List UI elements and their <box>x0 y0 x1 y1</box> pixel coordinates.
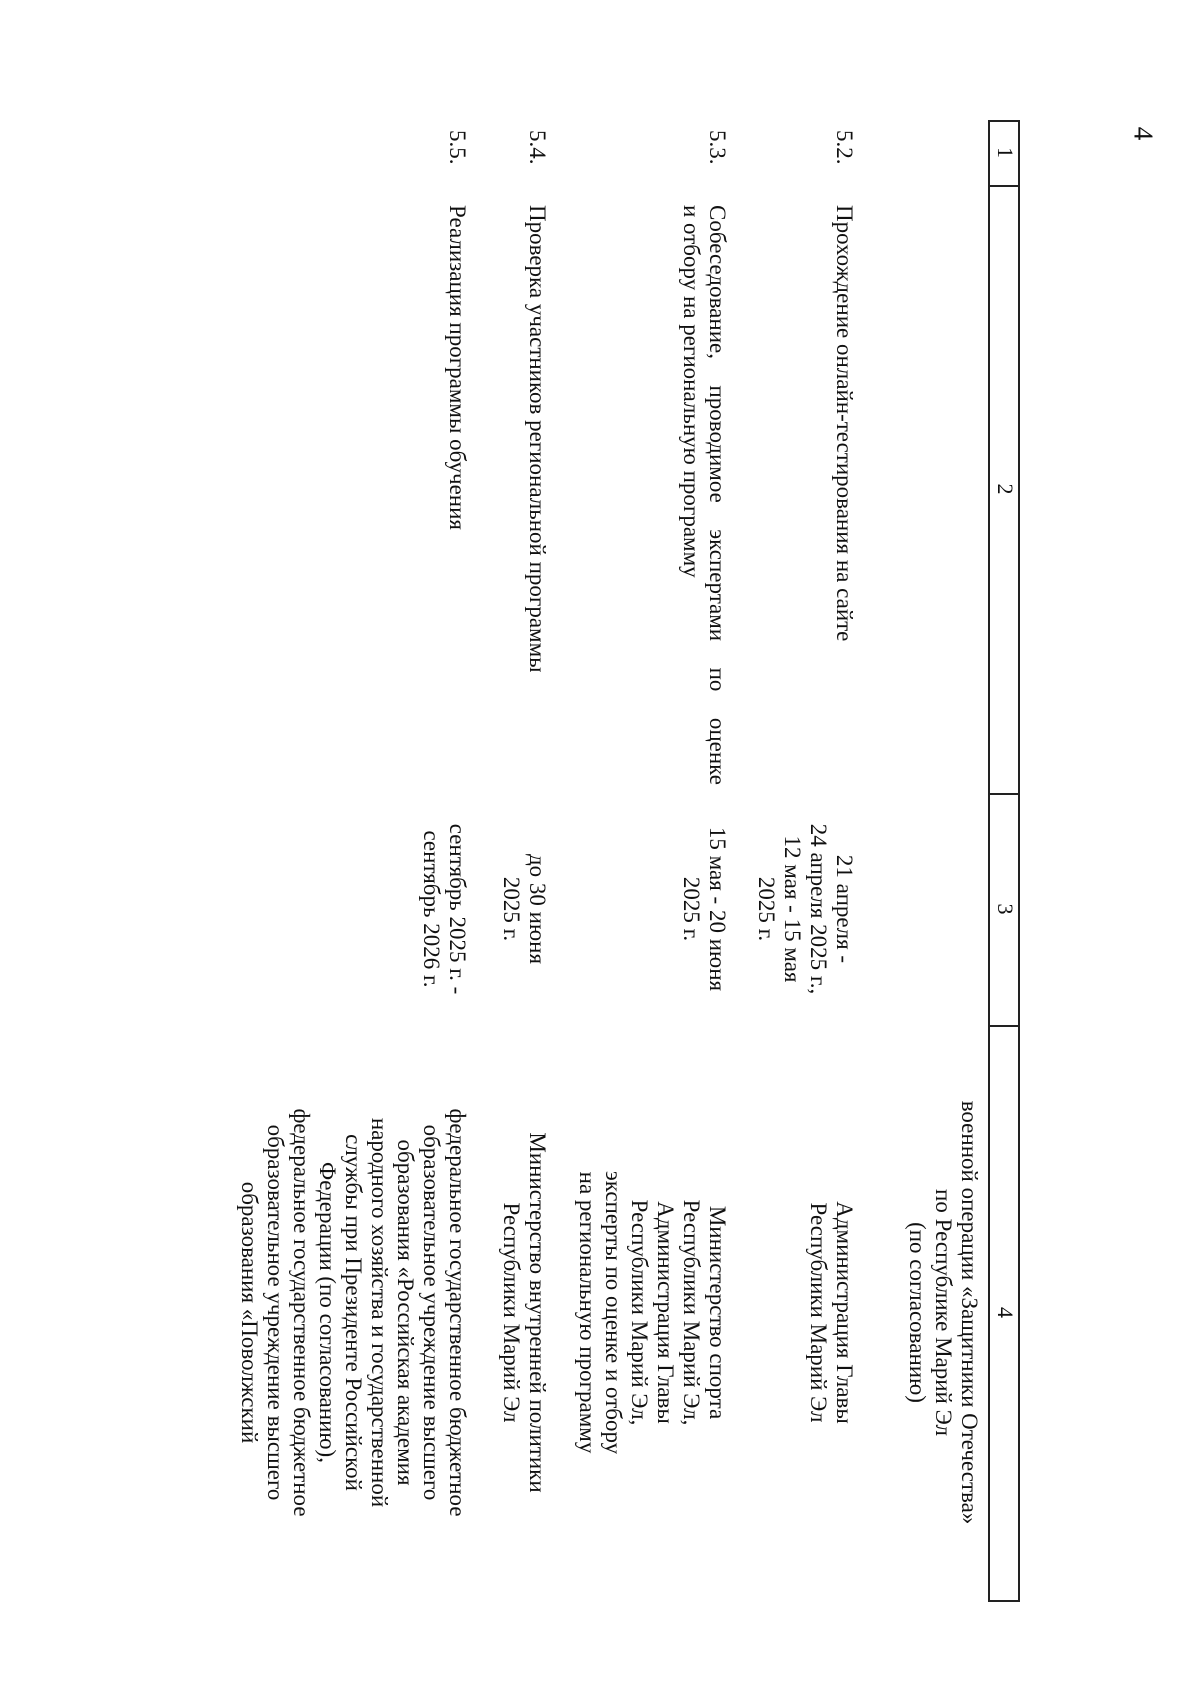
row-responsible: Администрация Главы Республики Марий Эл <box>806 1201 857 1424</box>
row-event: Проверка участников региональной программы <box>525 205 550 673</box>
header-col-4: 4 <box>993 1307 1018 1318</box>
row-num: 5.5. <box>445 130 470 165</box>
row-responsible: Министерство спорта Республики Марий Эл, Администрация Главы Республики Марий Эл, эксперты по оценке и отбору на региональную программу <box>575 1170 730 1455</box>
row-period: 15 мая - 20 июня 2025 г. <box>679 826 730 992</box>
row-period: сентябрь 2025 г. - сентябрь 2026 г. <box>419 823 470 995</box>
row-event: Собеседование, проводимое экспертами по оценке и отбору на региональную программу <box>679 205 730 785</box>
row-num: 5.2. <box>832 130 857 165</box>
row-num: 5.4. <box>525 130 550 165</box>
header-col-2: 2 <box>993 483 1018 495</box>
row-responsible: федеральное государственное бюджетное образовательное учреждение высшего образования «Российская академия народного хозяйства и государственной службы при Президенте Российской Федерации (по согласованию), федеральное государственное бюджетное образовательное учреждение высшего образования «Поволжский <box>237 1108 470 1517</box>
header-col-3: 3 <box>993 903 1018 915</box>
row-period: 21 апреля - 24 апреля 2025 г., 12 мая - 15 мая 2025 г. <box>754 823 857 995</box>
page-number: 4 <box>1128 126 1159 141</box>
row-event: Реализация программы обучения <box>445 205 470 530</box>
row-period: до 30 июня 2025 г. <box>499 853 550 965</box>
header-col-1: 1 <box>993 147 1018 158</box>
col-divider-4 <box>988 1600 1020 1602</box>
row-num: 5.3. <box>705 130 730 165</box>
continuation-responsible: военной операции «Защитники Отечества» по Республике Марий Эл (по согласованию) <box>905 1100 982 1525</box>
row-responsible: Министерство внутренней политики Республики Марий Эл <box>499 1132 550 1493</box>
row-event: Прохождение онлайн-тестирования на сайте <box>832 205 857 642</box>
rotated-table <box>60 120 1020 1600</box>
